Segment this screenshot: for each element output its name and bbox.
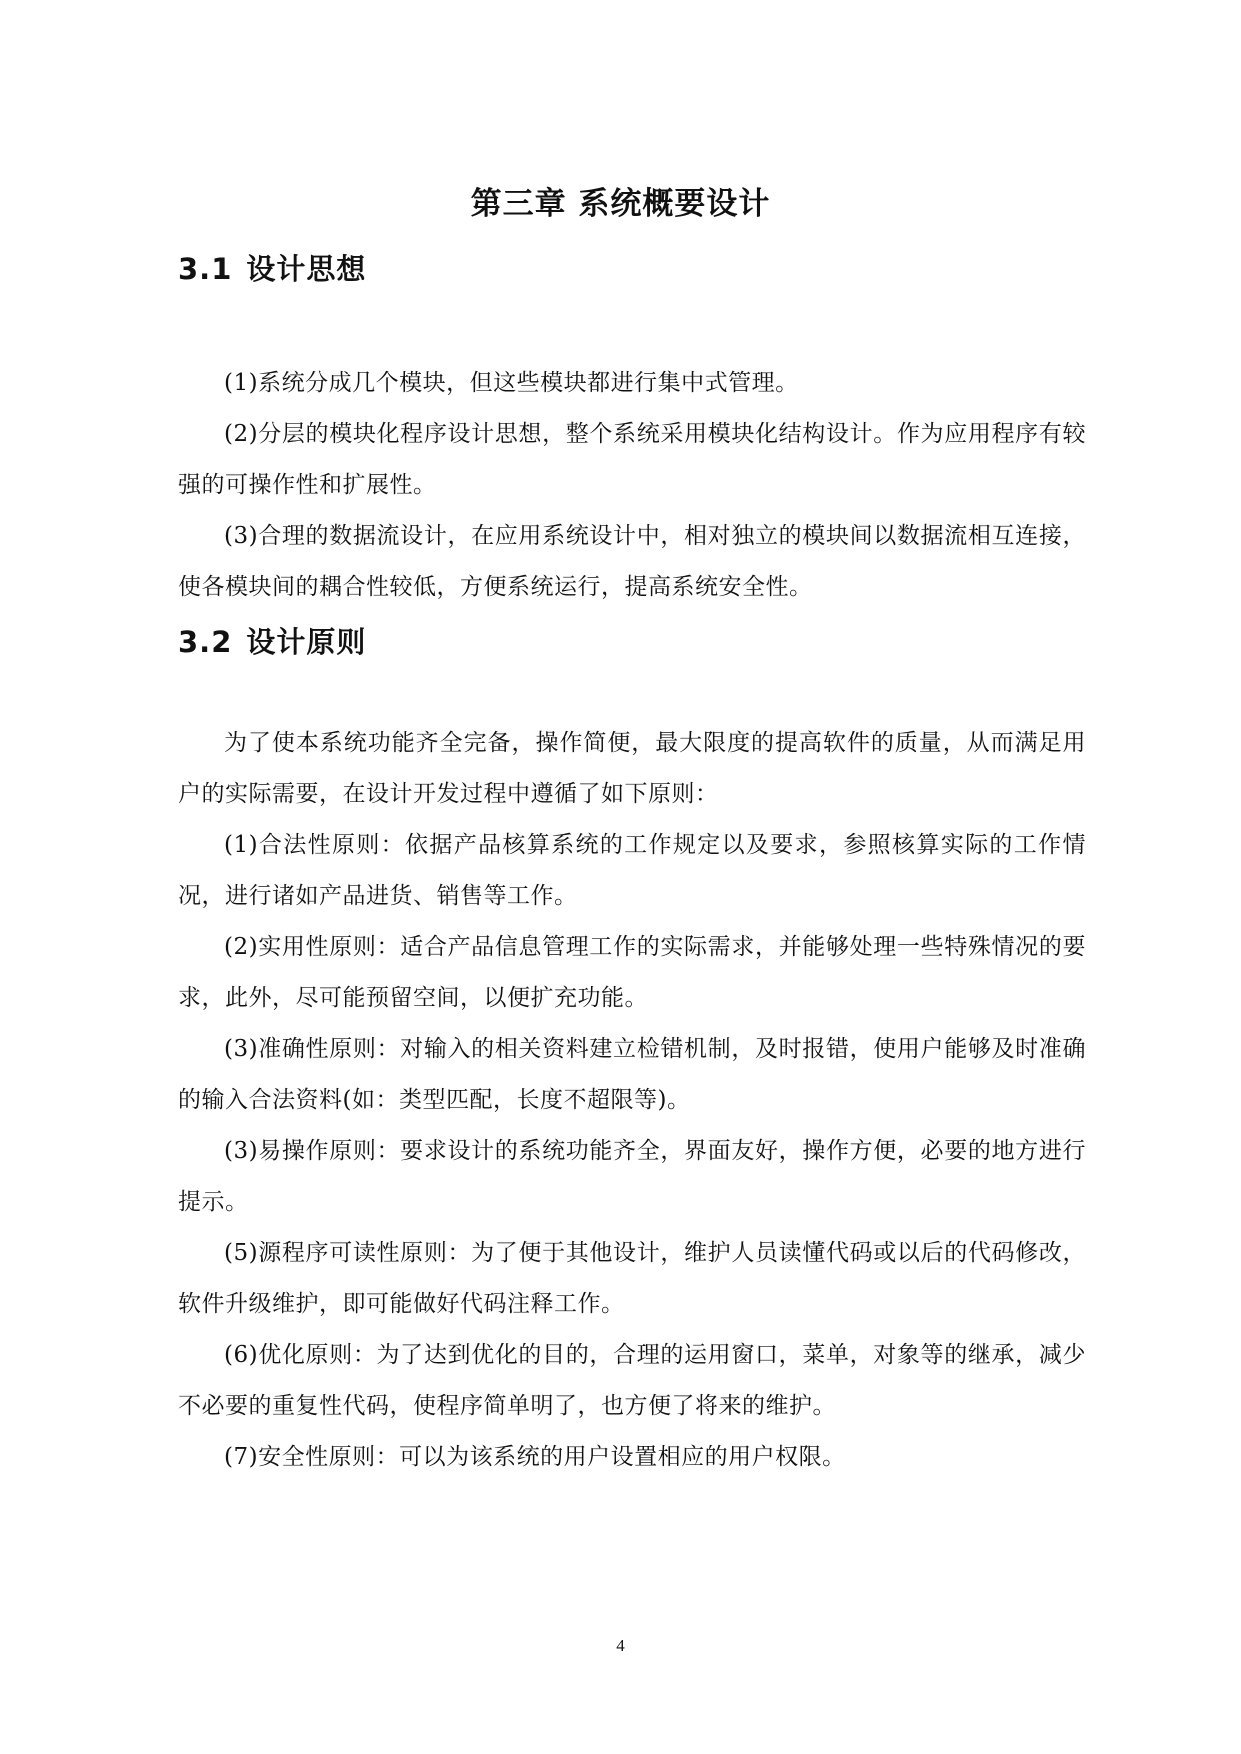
paragraph: (2)实用性原则：适合产品信息管理工作的实际需求，并能够处理一些特殊情况的要求，此外，尽可能预留空间，以便扩充功能。	[178, 934, 1086, 1011]
section-number: 3.2	[178, 625, 233, 659]
section-body-3-2	[178, 718, 1086, 1483]
section-heading-3-2	[178, 620, 366, 661]
section-title: 设计思想	[246, 252, 367, 286]
section-body-3-1	[178, 358, 1086, 613]
paragraph: (3)合理的数据流设计，在应用系统设计中，相对独立的模块间以数据流相互连接，使各模块间的耦合性较低，方便系统运行，提高系统安全性。	[178, 523, 1086, 600]
paragraph: (1)合法性原则：依据产品核算系统的工作规定以及要求，参照核算实际的工作情况，进行诸如产品进货、销售等工作。	[178, 832, 1086, 909]
paragraph: (3)易操作原则：要求设计的系统功能齐全，界面友好，操作方便，必要的地方进行提示。	[178, 1138, 1086, 1215]
paragraph: 为了使本系统功能齐全完备，操作简便，最大限度的提高软件的质量，从而满足用户的实际需要，在设计开发过程中遵循了如下原则：	[178, 730, 1086, 807]
section-title: 设计原则	[246, 625, 367, 659]
section-number: 3.1	[178, 252, 233, 286]
paragraph: (7)安全性原则：可以为该系统的用户设置相应的用户权限。	[224, 1444, 846, 1470]
paragraph: (2)分层的模块化程序设计思想，整个系统采用模块化结构设计。作为应用程序有较强的可操作性和扩展性。	[178, 421, 1086, 498]
page-number: 4	[616, 1636, 625, 1655]
chapter-title: 第三章 系统概要设计	[470, 186, 771, 222]
section-heading-3-1	[178, 247, 366, 288]
paragraph: (3)准确性原则：对输入的相关资料建立检错机制，及时报错，使用户能够及时准确的输入合法资料(如：类型匹配，长度不超限等)。	[178, 1036, 1086, 1113]
paragraph: (1)系统分成几个模块，但这些模块都进行集中式管理。	[224, 370, 799, 396]
paragraph: (5)源程序可读性原则：为了便于其他设计，维护人员读懂代码或以后的代码修改，软件升级维护，即可能做好代码注释工作。	[178, 1240, 1086, 1317]
paragraph: (6)优化原则：为了达到优化的目的，合理的运用窗口，菜单，对象等的继承，减少不必要的重复性代码，使程序简单明了，也方便了将来的维护。	[178, 1342, 1086, 1419]
